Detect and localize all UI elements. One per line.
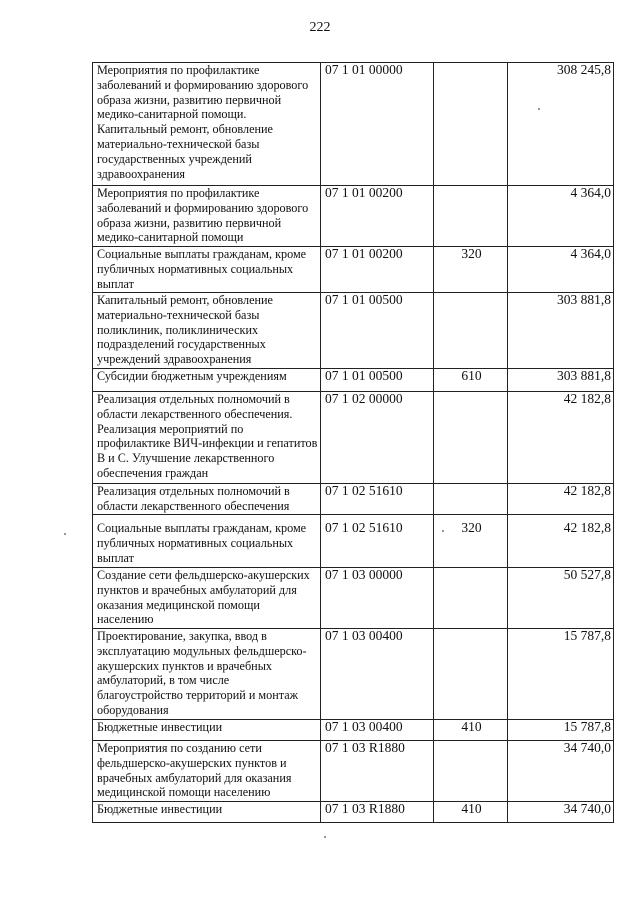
scan-speck <box>538 108 540 110</box>
row-code: 07 1 02 51610 <box>321 484 434 515</box>
row-name: Социальные выплаты гражданам, кроме публичных нормативных социальных выплат <box>93 247 321 293</box>
row-code: 07 1 03 00000 <box>321 568 434 629</box>
table-row <box>93 186 614 247</box>
table-row <box>93 293 614 369</box>
table-row <box>93 369 614 392</box>
page-number: 222 <box>309 20 331 35</box>
table-row <box>93 568 614 629</box>
row-name: Бюджетные инвестиции <box>93 802 321 823</box>
row-code: 07 1 01 00500 <box>321 369 434 392</box>
row-amount: 4 364,0 <box>508 247 614 293</box>
table-row <box>93 247 614 293</box>
row-amount: 34 740,0 <box>508 802 614 823</box>
row-name: Проектирование, закупка, ввод в эксплуатацию модульных фельдшерско-акушерских пунктов и врачебных амбулаторий, в том числе благоустройство территорий и монтаж оборудования <box>93 629 321 720</box>
row-amount: 42 182,8 <box>508 392 614 484</box>
row-name: Реализация отдельных полномочий в области лекарственного обеспечения <box>93 484 321 515</box>
table-row <box>93 629 614 720</box>
row-expense-type: 320 <box>434 247 508 293</box>
row-code: 07 1 02 51610 <box>321 515 434 568</box>
row-expense-type <box>434 741 508 802</box>
row-expense-type: 410 <box>434 802 508 823</box>
row-name: Реализация отдельных полномочий в области лекарственного обеспечения. Реализация мероприятий по профилактике ВИЧ-инфекции и гепатитов В и С. Улучшение лекарственного обеспечения граждан <box>93 392 321 484</box>
row-expense-type <box>434 629 508 720</box>
row-amount: 15 787,8 <box>508 720 614 741</box>
row-code: 07 1 02 00000 <box>321 392 434 484</box>
row-code: 07 1 01 00000 <box>321 63 434 186</box>
table-row <box>93 515 614 568</box>
row-expense-type <box>434 186 508 247</box>
row-amount: 34 740,0 <box>508 741 614 802</box>
row-name: Бюджетные инвестиции <box>93 720 321 741</box>
scan-speck <box>442 530 444 532</box>
row-amount: 303 881,8 <box>508 293 614 369</box>
row-name: Субсидии бюджетным учреждениям <box>93 369 321 392</box>
row-amount: 50 527,8 <box>508 568 614 629</box>
row-expense-type: 610 <box>434 369 508 392</box>
row-code: 07 1 03 R1880 <box>321 802 434 823</box>
row-name: Социальные выплаты гражданам, кроме публичных нормативных социальных выплат <box>93 515 321 568</box>
row-amount: 42 182,8 <box>508 484 614 515</box>
row-code: 07 1 01 00200 <box>321 247 434 293</box>
row-expense-type <box>434 392 508 484</box>
row-amount: 303 881,8 <box>508 369 614 392</box>
budget-table <box>92 62 614 823</box>
row-expense-type: 410 <box>434 720 508 741</box>
table-row <box>93 741 614 802</box>
row-amount: 42 182,8 <box>508 515 614 568</box>
row-expense-type: 320 <box>434 515 508 568</box>
row-expense-type <box>434 63 508 186</box>
row-amount: 4 364,0 <box>508 186 614 247</box>
row-code: 07 1 01 00500 <box>321 293 434 369</box>
table-row <box>93 392 614 484</box>
table-row <box>93 63 614 186</box>
row-code: 07 1 01 00200 <box>321 186 434 247</box>
row-expense-type <box>434 568 508 629</box>
row-code: 07 1 03 00400 <box>321 720 434 741</box>
row-name: Мероприятия по профилактике заболеваний и формированию здорового образа жизни, развитию первичной медико-санитарной помощи. Капитальный ремонт, обновление материально-технической базы государственных учреждений здравоохранения <box>93 63 321 186</box>
table-row <box>93 720 614 741</box>
scan-speck <box>64 533 66 535</box>
row-amount: 15 787,8 <box>508 629 614 720</box>
row-amount: 308 245,8 <box>508 63 614 186</box>
row-name: Создание сети фельдшерско-акушерских пунктов и врачебных амбулаторий для оказания медицинской помощи населению <box>93 568 321 629</box>
row-expense-type <box>434 484 508 515</box>
row-expense-type <box>434 293 508 369</box>
row-code: 07 1 03 R1880 <box>321 741 434 802</box>
row-code: 07 1 03 00400 <box>321 629 434 720</box>
row-name: Мероприятия по созданию сети фельдшерско-акушерских пунктов и врачебных амбулаторий для оказания медицинской помощи населению <box>93 741 321 802</box>
row-name: Капитальный ремонт, обновление материально-технической базы поликлиник, поликлинических подразделений государственных учреждений здравоохранения <box>93 293 321 369</box>
scan-speck <box>324 836 326 838</box>
row-name: Мероприятия по профилактике заболеваний и формированию здорового образа жизни, развитию первичной медико-санитарной помощи <box>93 186 321 247</box>
table-row <box>93 802 614 823</box>
table-row <box>93 484 614 515</box>
